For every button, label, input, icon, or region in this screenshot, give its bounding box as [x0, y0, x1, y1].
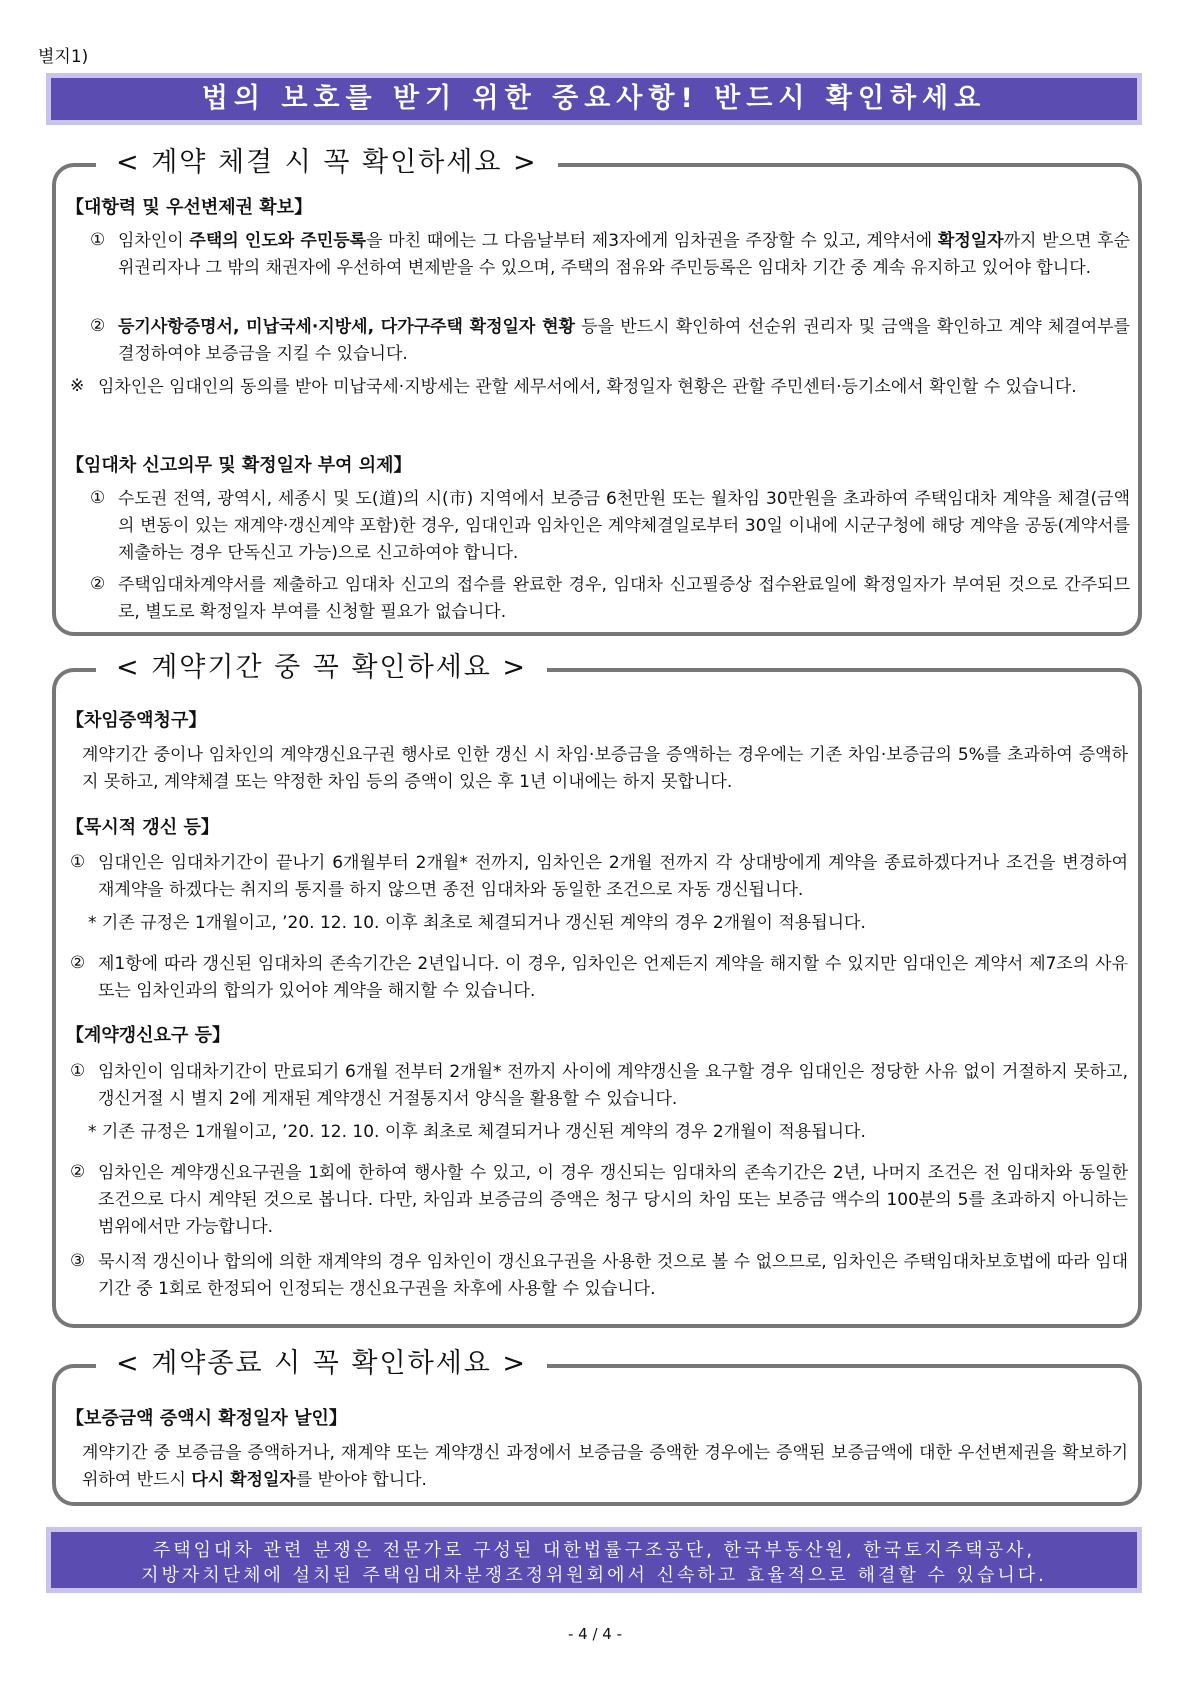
text-run: 등을 반드시 확인하여 선순위 권리자 및 금액을 확인하고 계약 체결여부를 결정하여야 보증금을 지킬 수 있습니다. [118, 317, 1130, 364]
top-banner: 법의 보호를 받기 위한 중요사항! 반드시 확인하세요 [46, 73, 1142, 125]
note-text: 임차인은 임대인의 동의를 받아 미납국세·지방세는 관할 세무서에서, 확정일자 현황은 관할 주민센터·등기소에서 확인할 수 있습니다. [98, 377, 1077, 397]
item-number: ① [70, 852, 86, 872]
item-number: ② [90, 316, 106, 336]
item-text: 주택임대차계약서를 제출하고 임대차 신고의 접수를 완료한 경우, 임대차 신고필증상 접수완료일에 확정일자가 부여된 것으로 간주되므로, 별도로 확정일자 부여를 신청할 필요가 없습니다. [118, 575, 1130, 622]
bold-run: 주택의 인도와 주민등록 [189, 231, 367, 251]
section-title: < 계약기간 중 꼭 확인하세요 > [96, 648, 547, 688]
bold-run: 확정일자 [937, 231, 1004, 251]
paragraph [82, 1440, 1128, 1494]
footnote: * 기존 규정은 1개월이고, ’20. 12. 10. 이후 최초로 체결되거나 갱신된 계약의 경우 2개월이 적용됩니다. [88, 1122, 866, 1142]
text-run: 를 받아야 합니다. [295, 1470, 427, 1490]
subsection-heading: 【대항력 및 우선변제권 확보】 [66, 197, 313, 218]
text-run: 을 마친 때에는 그 다음날부터 제3자에게 임차권을 주장할 수 있고, 계약서에 [366, 231, 938, 251]
item-text: 제1항에 따라 갱신된 임대차의 존속기간은 2년입니다. 이 경우, 임차인은 언제든지 계약을 해지할 수 있지만 임대인은 계약서 제7조의 사유 또는 임차인과의 합의가 있어야 계약을 해지할 수 있습니다. [98, 954, 1128, 1001]
text-run: 임차인이 [118, 231, 190, 251]
bold-run: 다시 확정일자 [191, 1470, 296, 1490]
page-label: 별지1) [38, 47, 89, 67]
bottom-banner [46, 1527, 1142, 1593]
item-text: 묵시적 갱신이나 합의에 의한 재계약의 경우 임차인이 갱신요구권을 사용한 것으로 볼 수 없으므로, 임차인은 주택임대차보호법에 따라 임대기간 중 1회로 한정되어 인정되는 갱신요구권을 차후에 사용할 수 있습니다. [98, 1252, 1128, 1299]
item-number: ① [90, 230, 106, 250]
text-run: 계약기간 중 보증금을 증액하거나, 재계약 또는 계약갱신 과정에서 보증금을 증액한 경우에는 증액된 보증금액에 대한 우선변제권을 확보하기 위하여 반드시 [82, 1443, 1128, 1490]
banner-line: 주택임대차 관련 분쟁은 전문가로 구성된 대한법률구조공단, 한국부동산원, 한국토지주택공사, [152, 1540, 1036, 1561]
item-number: ② [70, 1162, 86, 1182]
subsection-heading: 【차임증액청구】 [66, 710, 207, 731]
paragraph: 계약기간 중이나 임차인의 계약갱신요구권 행사로 인한 갱신 시 차임·보증금을 증액하는 경우에는 기존 차임·보증금의 5%를 초과하여 증액하지 못하고, 계약체결 또는 약정한 차임 등의 증액이 있은 후 1년 이내에는 하지 못합니다. [82, 745, 1128, 792]
note-mark: ※ [70, 376, 85, 396]
section-contract-period [52, 652, 1142, 1328]
item-text: 임대인은 임대차기간이 끝나기 6개월부터 2개월* 전까지, 임차인은 2개월 전까지 각 상대방에게 계약을 종료하겠다거나 조건을 변경하여 재계약을 하겠다는 취지의 통지를 하지 않으면 종전 임대차와 동일한 조건으로 자동 갱신됩니다. [98, 853, 1128, 900]
bold-run: 등기사항증명서, 미납국세·지방세, 다가구주택 확정일자 현황 [118, 317, 575, 337]
item-number: ③ [70, 1251, 86, 1271]
section-contract-signing [52, 147, 1142, 636]
banner-line: 지방자치단체에 설치된 주택임대차분쟁조정위원회에서 신속하고 효율적으로 해결할 수 있습니다. [141, 1565, 1047, 1586]
subsection-heading: 【묵시적 갱신 등】 [66, 817, 219, 838]
text-run: 까지 받으면 후순위권리자나 그 밖의 채권자에 우선하여 변제받을 수 있으며, 주택의 점유와 주민등록은 임대차 기간 중 계속 유지하고 있어야 합니다. [118, 231, 1131, 278]
item-text [118, 228, 1130, 282]
section-title: < 계약종료 시 꼭 확인하세요 > [96, 1344, 547, 1384]
item-number: ① [90, 488, 106, 508]
section-contract-end [52, 1348, 1142, 1506]
subsection-heading: 【임대차 신고의무 및 확정일자 부여 의제】 [66, 455, 412, 476]
item-text: 임차인이 임대차기간이 만료되기 6개월 전부터 2개월* 전까지 사이에 계약갱신을 요구할 경우 임대인은 정당한 사유 없이 거절하지 못하고, 갱신거절 시 별지 2에 게재된 계약갱신 거절통지서 양식을 활용할 수 있습니다. [98, 1062, 1128, 1109]
footnote: * 기존 규정은 1개월이고, ’20. 12. 10. 이후 최초로 체결되거나 갱신된 계약의 경우 2개월이 적용됩니다. [88, 913, 866, 933]
item-text: 임차인은 계약갱신요구권을 1회에 한하여 행사할 수 있고, 이 경우 갱신되는 임대차의 존속기간은 2년, 나머지 조건은 전 임대차와 동일한 조건으로 다시 계약된 것으로 봅니다. 다만, 차임과 보증금의 증액은 청구 당시의 차임 또는 보증금 액수의 100분의 5를 초과하지 아니하는 범위에서만 가능합니다. [98, 1163, 1128, 1237]
item-number: ② [70, 953, 86, 973]
page-number: - 4 / 4 - [567, 1625, 623, 1643]
section-title: < 계약 체결 시 꼭 확인하세요 > [96, 143, 558, 183]
item-number: ② [90, 574, 106, 594]
subsection-heading: 【보증금액 증액시 확정일자 날인】 [66, 1408, 347, 1429]
subsection-heading: 【계약갱신요구 등】 [66, 1025, 230, 1046]
item-text: 수도권 전역, 광역시, 세종시 및 도(道)의 시(市) 지역에서 보증금 6천만원 또는 월차임 30만원을 초과하여 주택임대차 계약을 체결(금액의 변동이 있는 재계약·갱신계약 포함)한 경우, 임대인과 임차인은 계약체결일로부터 30일 이내에 시군구청에 해당 계약을 공동(계약서를 제출하는 경우 단독신고 가능)으로 신고하여야 합니다. [118, 489, 1130, 563]
item-text [118, 314, 1130, 368]
item-number: ① [70, 1061, 86, 1081]
